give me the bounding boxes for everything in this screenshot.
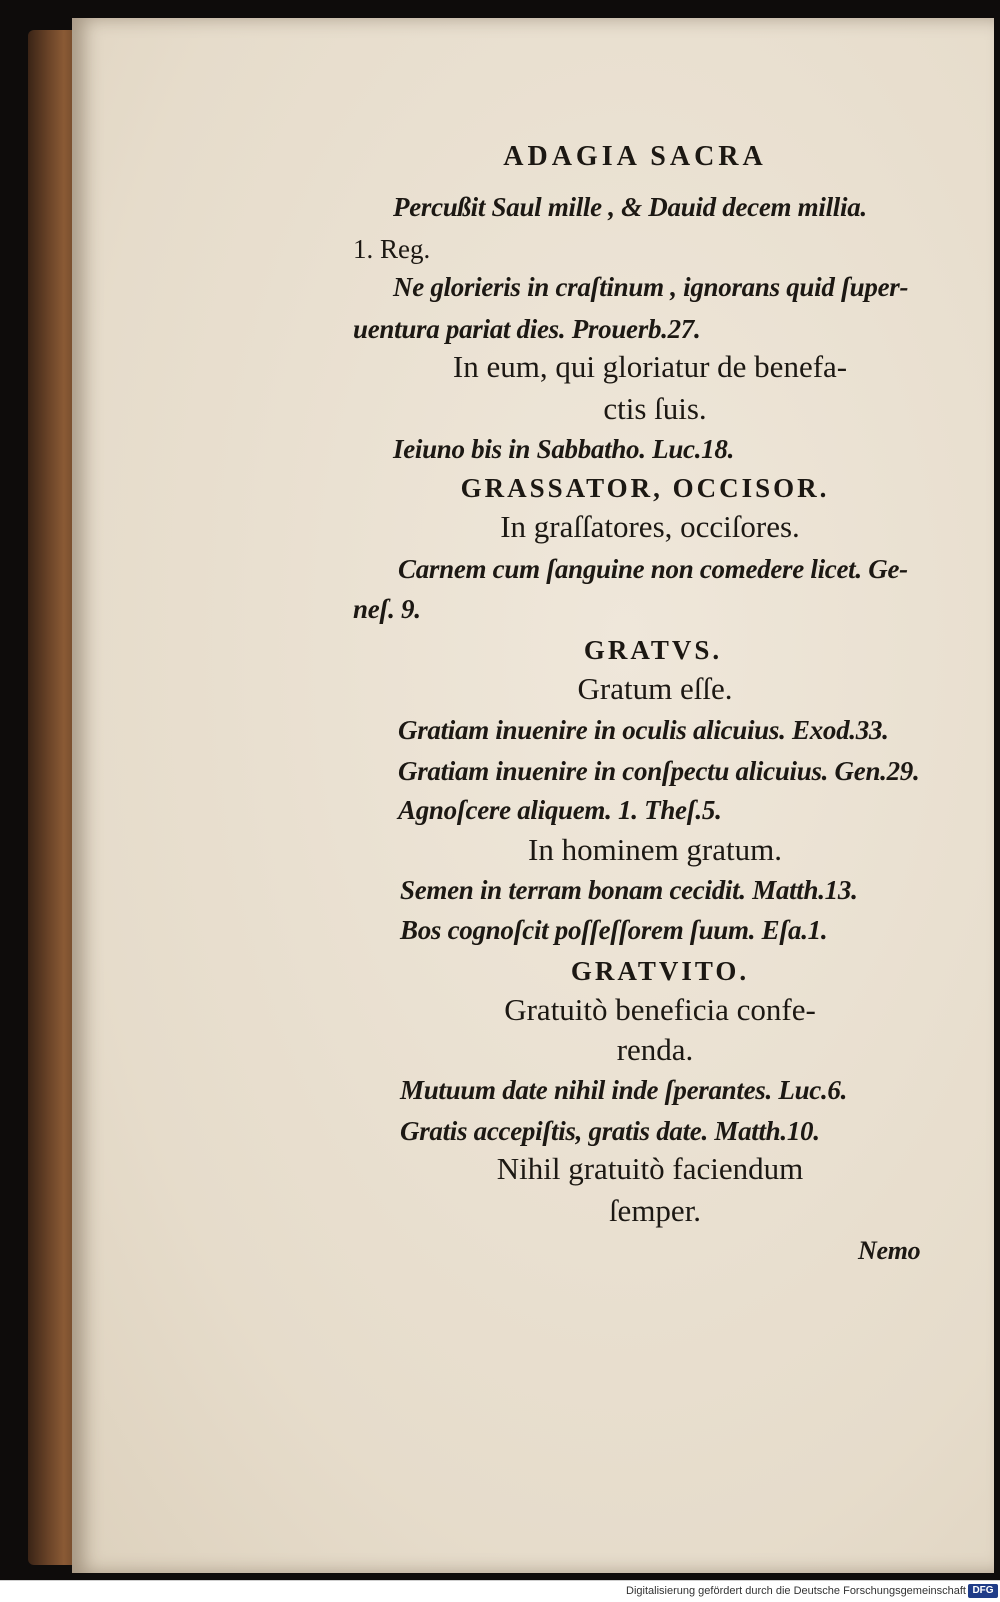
text-line: Agnoſcere aliquem. 1. Theſ.5. bbox=[398, 795, 722, 825]
text-line: Gratiam inuenire in conſpectu alicuius. Gen.29. bbox=[398, 756, 920, 786]
section-heading: ſemper. bbox=[608, 1193, 702, 1228]
text-line: Semen in terram bonam cecidit. Matth.13. bbox=[400, 875, 858, 905]
footer-credit: Digitalisierung gefördert durch die Deutsche Forschungsgemeinschaft bbox=[626, 1585, 966, 1597]
text-line: Carnem cum ſanguine non comedere licet. Ge- bbox=[398, 554, 908, 584]
entry-heading: GRATVS. bbox=[583, 635, 723, 665]
section-heading: ctis ſuis. bbox=[603, 391, 707, 426]
catchword: Nemo bbox=[858, 1236, 921, 1265]
text-line: neſ. 9. bbox=[353, 594, 421, 624]
entry-heading: GRATVITO. bbox=[570, 956, 750, 986]
entry-heading: GRASSATOR, OCCISOR. bbox=[460, 473, 830, 503]
text-line: Bos cognoſcit poſſeſſorem ſuum. Eſa.1. bbox=[400, 915, 828, 945]
text-line: Percußit Saul mille , & Dauid decem millia. bbox=[393, 192, 867, 222]
text-line: uentura pariat dies. Prouerb.27. bbox=[353, 314, 701, 344]
text-line: Gratis accepiſtis, gratis date. Matth.10. bbox=[400, 1116, 820, 1146]
text-line: 1. Reg. bbox=[353, 234, 431, 264]
section-heading: Nihil gratuitò faciendum bbox=[496, 1151, 804, 1186]
text-line: Ieiuno bis in Sabbatho. Luc.18. bbox=[393, 434, 735, 464]
dfg-logo: DFG bbox=[968, 1584, 998, 1598]
section-heading: Gratum eſſe. bbox=[577, 671, 733, 706]
text-line: Ne glorieris in craſtinum , ignorans quid ſuper- bbox=[393, 272, 909, 302]
section-heading: renda. bbox=[616, 1032, 694, 1067]
section-heading: Gratuitò beneficia confe- bbox=[504, 992, 816, 1027]
text-line: Gratiam inuenire in oculis alicuius. Exod.33. bbox=[398, 715, 889, 745]
text-line: Mutuum date nihil inde ſperantes. Luc.6. bbox=[400, 1075, 848, 1105]
running-title: ADAGIA SACRA bbox=[503, 141, 767, 172]
digitization-footer bbox=[0, 1580, 1000, 1602]
section-heading: In eum, qui gloriatur de benefa- bbox=[452, 349, 848, 384]
section-heading: In hominem gratum. bbox=[528, 832, 782, 867]
section-heading: In graſſatores, occiſores. bbox=[500, 509, 800, 544]
